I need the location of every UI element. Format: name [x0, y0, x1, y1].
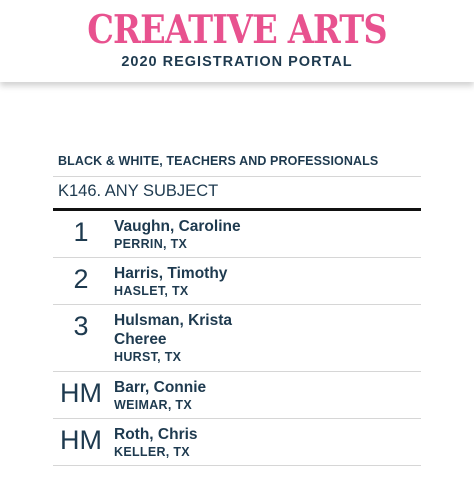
result-entry — [53, 211, 421, 258]
entrant-info — [114, 419, 421, 461]
category-heading: BLACK & WHITE, TEACHERS AND PROFESSIONALS — [53, 152, 421, 177]
place-label: 3 — [73, 311, 89, 341]
entrant-location: HASLET, TX — [114, 284, 189, 298]
entrant-location: HURST, TX — [114, 350, 182, 364]
entrant-name: Vaughn, Caroline — [114, 218, 241, 235]
result-entry — [53, 258, 421, 305]
portal-subtitle: 2020 REGISTRATION PORTAL — [121, 54, 353, 70]
entrant-location: KELLER, TX — [114, 445, 190, 459]
site-header — [0, 0, 474, 82]
result-entry — [53, 419, 421, 466]
place-label: HM — [60, 378, 102, 408]
results-section — [53, 152, 421, 466]
brand-logo[interactable]: CREATIVE ARTS — [87, 7, 387, 53]
entrant-info — [114, 211, 421, 253]
place-label: 1 — [73, 217, 89, 247]
entrant-location: WEIMAR, TX — [114, 398, 192, 412]
entrant-info — [114, 258, 421, 300]
result-entry — [53, 372, 421, 419]
division-heading: K146. ANY SUBJECT — [53, 177, 421, 211]
place-label: 2 — [73, 264, 89, 294]
place-label: HM — [60, 425, 102, 455]
entrant-info — [114, 305, 421, 366]
result-entry — [53, 305, 421, 372]
entrant-location: PERRIN, TX — [114, 237, 188, 251]
entrant-name: Hulsman, Krista Cheree — [114, 312, 233, 348]
entrant-name: Barr, Connie — [114, 379, 207, 396]
entrant-name: Harris, Timothy — [114, 265, 228, 282]
entrant-info — [114, 372, 421, 414]
entrant-name: Roth, Chris — [114, 426, 198, 443]
